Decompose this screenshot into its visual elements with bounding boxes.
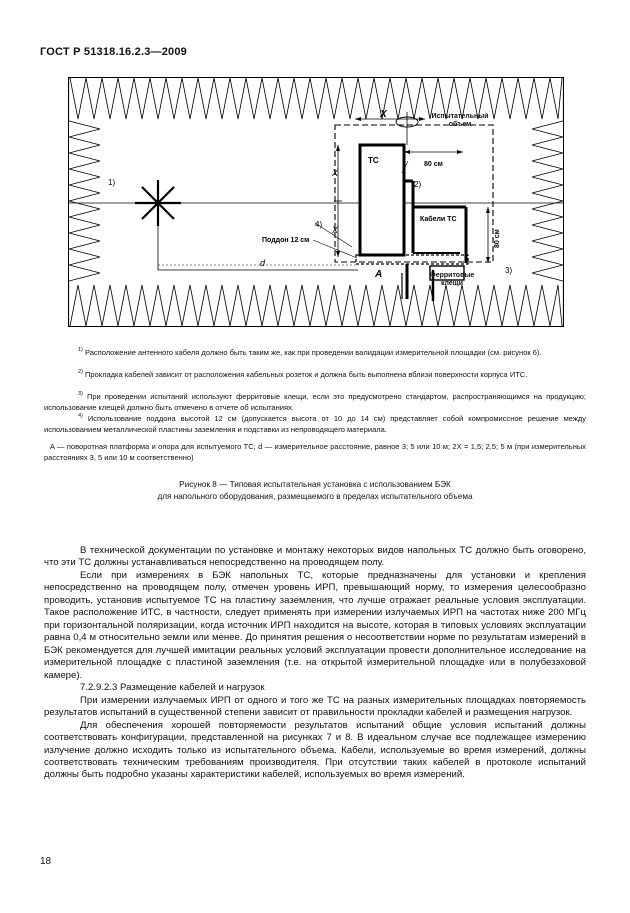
body-text — [44, 545, 586, 782]
label-test-volume: Испытательный объем — [431, 113, 489, 129]
label-cables: Кабели ТС — [420, 216, 457, 223]
caption-line-2: для напольного оборудования, размещаемого в пределах испытательного объема — [157, 491, 473, 501]
paragraph-3: При измерении излучаемых ИРП от одного и того же ТС на разных измерительных площадках повторяемость результатов испытаний в существенной степени зависит от правильности прокладки кабелей и размещения нагрузок. — [44, 694, 586, 719]
paragraph-2: Если при измерениях в БЭК напольных ТС, которые предназначены для установки и крепления непосредственно на проводящем полу, отмечен уровень ИРП, превышающий норму, то измерения целесообразно проводить, установив испытуемое ТС на пластину заземления, что лучше отражает реальные условия эксплуатации. Такое расположение ИТС, в частности, следует применять при измерении излучаемых ИРП на частотах ниже 200 МГц при горизонтальной поляризации, когда источник ИРП находится на высоте, которая в типовых условиях эксплуатации равна 0,4 м относительно земли или менее. До принятия решения о несоответствии норме по результатам измерений в БЭК рекомендуется для лучшей имитации реальных условий эксплуатации провести дополнительное исследование на измерительной площадке с пластиной заземления (т.е. на открытой измерительной площадке или в полубезэховой камере). — [44, 569, 586, 681]
label-x-top: X — [380, 109, 387, 120]
figure-legend: A — поворотная платформа и опора для испытуемого ТС; d — измерительное расстояние, равное 3; 5 или 10 м; 2X = 1,5; 2,5; 5 м (при измерительных расстояниях 3, 5 или 10 м соответственно) — [44, 442, 586, 463]
label-note2: 2) — [414, 180, 422, 189]
label-note3: 3) — [505, 266, 513, 275]
figure-caption — [44, 479, 586, 503]
footnote-4: $^{4)}$ Использование поддона высотой 12 см (допускается высота от 10 до 14 см) представляет собой компромиссное решение между использованием металлической пластины заземления и подставки из непроводящего материала. — [44, 413, 586, 434]
footnote-2: $^{2)}$ Прокладка кабелей зависит от расположения кабельных розеток и должна быть выполнена вблизи поверхности корпуса ИТС. — [78, 369, 528, 379]
page-number: 18 — [40, 856, 52, 867]
label-a: A — [375, 269, 383, 280]
paragraph-1: В технической документации по установке и монтажу некоторых видов напольных ТС должно быть оговорено, что эти ТС должны устанавливаться непосредственно на проводящем полу. — [44, 545, 586, 569]
label-x-side2: X — [332, 225, 339, 235]
test-setup-figure — [68, 77, 564, 327]
document-header: ГОСТ Р 51318.16.2.3—2009 — [40, 46, 187, 58]
paragraph-4: Для обеспечения хорошей повторяемости результатов испытаний общие условия испытаний должны соответствовать конфигурации, представленной на рисунках 7 и 8. В идеальном случае все подлежащее измерению излучение должно исходить только из испытательного объема. Кабели, используемые во время измерений, должны соответствовать техническим требованиям производителя. При отсутствии таких кабелей в протоколе испытаний должны быть подробно указаны характеристики кабелей, используемых во время измерений. — [44, 719, 586, 781]
label-note4: 4) — [315, 220, 323, 229]
label-x-side1: X — [332, 168, 339, 178]
footnote-1: $^{1)}$ Расположение антенного кабеля должно быть таким же, как при проведении валидации измерительной площадки (см. рисунок 6). — [78, 347, 542, 357]
label-pallet: Поддон 12 см — [262, 237, 310, 244]
label-80cm-vertical: 80 см — [494, 229, 501, 248]
label-80cm-horizontal: 80 см — [424, 161, 443, 168]
label-device: ТС — [368, 156, 379, 165]
caption-line-1: Рисунок 8 — Типовая испытательная установка с использованием БЭК — [179, 480, 451, 489]
label-note1: 1) — [108, 178, 116, 187]
label-ferrite: Ферритовые клещи — [429, 272, 475, 287]
label-d: d — [260, 258, 266, 268]
footnote-3: $^{3)}$ При проведении испытаний используют ферритовые клещи, если это предусмотрено стандартом, распространяющимся на продукцию; использование клещей должно быть отмечено в отчете об испытаниях. — [44, 391, 586, 412]
device-box — [360, 145, 404, 255]
section-heading: 7.2.9.2.3 Размещение кабелей и нагрузок — [80, 682, 265, 694]
